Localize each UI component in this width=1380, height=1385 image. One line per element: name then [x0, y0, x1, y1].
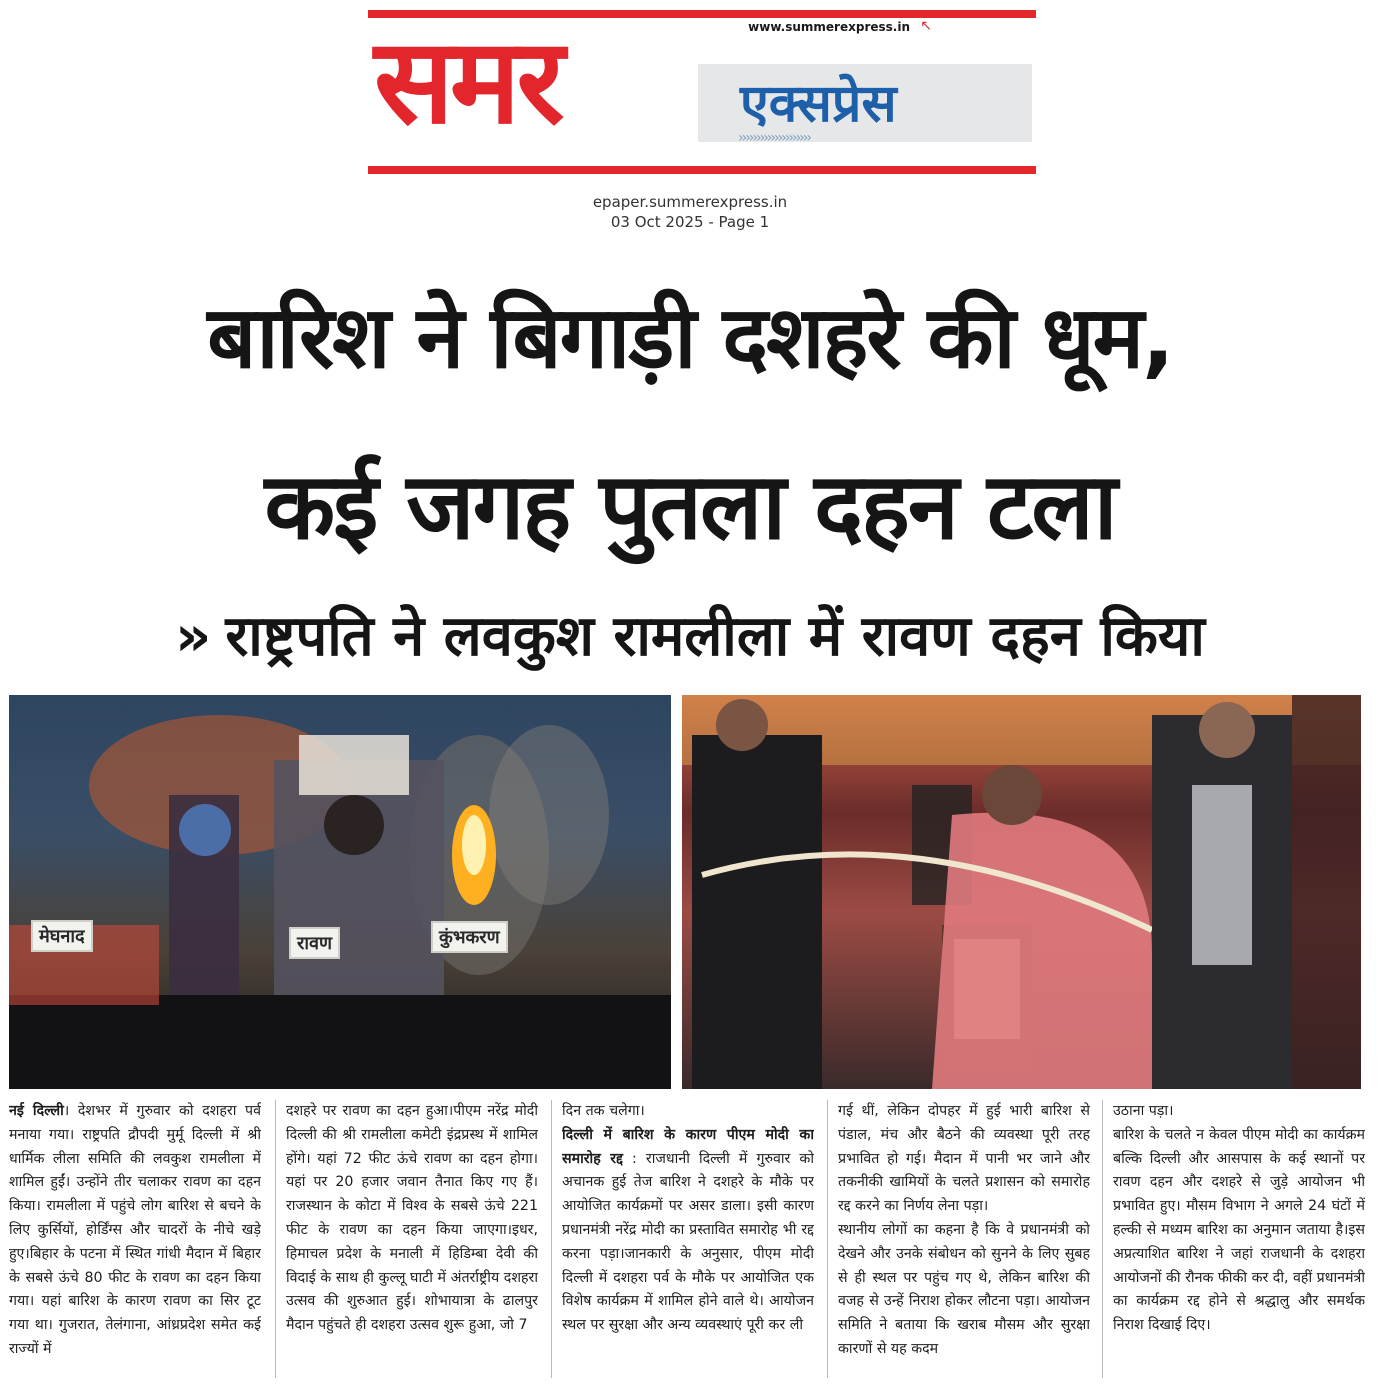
brand-name-red: समर — [374, 12, 561, 150]
article-col3-subhead: दिल्ली में बारिश के कारण पीएम मोदी का समारोह रद्द — [562, 1126, 814, 1167]
edition-site[interactable]: epaper.summerexpress.in — [592, 193, 788, 211]
edition-date-page: 03 Oct 2025 - Page 1 — [610, 213, 770, 231]
edition-info — [0, 192, 1380, 232]
banner-ravan: रावण — [289, 927, 340, 959]
brand-name-blue: एक्सप्रेस — [740, 74, 897, 134]
article-column-4 — [838, 1100, 1090, 1382]
article-col3-lead: दिन तक चलेगा। — [562, 1103, 645, 1119]
article-column-5 — [1113, 1100, 1365, 1382]
effigy-scene-illustration — [9, 695, 671, 1089]
masthead-logo — [368, 10, 1036, 174]
headline-line-1: बारिश ने बिगाड़ी दशहरे की धूम, — [207, 288, 1173, 388]
ceremony-scene-illustration — [682, 695, 1361, 1089]
article-column-3 — [562, 1100, 814, 1382]
cursor-arrow-icon: ↖ — [920, 18, 932, 34]
article-col4-para-2: स्थानीय लोगों का कहना है कि वे प्रधानमंत्री को देखने और उनके संबोधन को सुनने के लिए सुबह से ही स्थल पर पहुंच गए थे, लेकिन बारिश की वजह से उन्हें निराश होकर लौटना पड़ा। आयोजन समिति ने बताया कि खराब मौसम और सुरक्षा कारणों से यह कदम — [838, 1221, 1090, 1357]
column-divider — [275, 1100, 276, 1378]
masthead-url[interactable]: www.summerexpress.in — [748, 20, 910, 34]
chevron-strip-icon: ›››››››››››››››››››› — [738, 130, 810, 146]
photo-president-ramlila — [682, 695, 1361, 1089]
double-chevron-icon: » — [175, 604, 212, 669]
column-divider — [827, 1100, 828, 1378]
article-col5-para-2: बारिश के चलते न केवल पीएम मोदी का कार्यक्रम बल्कि दिल्ली और आसपास के कई स्थानों पर रावण दहन और दशहरे से जुड़े आयोजन भी प्रभावित हुए। मौसम विभाग ने अगले 24 घंटों में हल्की से मध्यम बारिश का अनुमान जताया है।इस अप्रत्याशित बारिश ने जहां राजधानी के दशहरा आयोजनों की रौनक फीकी कर दी, वहीं प्रधानमंत्री का कार्यक्रम रद्द होने से श्रद्धालु और समर्थक निराश दिखाई दिए। — [1113, 1126, 1365, 1334]
article-col2-text: दशहरे पर रावण का दहन हुआ।पीएम नरेंद्र मोदी दिल्ली की श्री रामलीला कमेटी इंद्रप्रस्थ में शामिल होंगे। यहां 72 फीट ऊंचे रावण का दहन होगा। यहां पर 20 हजार जवान तैनात किए गए हैं। राजस्थान के कोटा में विश्व के सबसे ऊंचे 221 फीट के रावण का दहन किया जाएगा।इधर, हिमाचल प्रदेश के मनाली में हिडिम्बा देवी की विदाई के साथ ही कुल्लू घाटी में अंतर्राष्ट्रीय दशहरा उत्सव की शुरुआत हुई। शोभायात्रा के ढालपुर मैदान पहुंचते ही दशहरा उत्सव शुरू हुआ, जो 7 — [286, 1103, 538, 1334]
article-col4-para-1: गई थीं, लेकिन दोपहर में हुई भारी बारिश से पंडाल, मंच और बैठने की व्यवस्था पूरी तरह प्रभावित हो गई। मैदान में पानी भर जाने और तकनीकी खामियों के चलते प्रशासन को समारोह रद्द करने का निर्णय लेना पड़ा। — [838, 1103, 1090, 1215]
article-column-2 — [286, 1100, 538, 1382]
banner-kumbhkaran: कुंभकरण — [431, 921, 508, 953]
photo-ravana-dahan — [9, 695, 671, 1089]
article-col5-para-1: उठाना पड़ा। — [1113, 1103, 1174, 1119]
article-col1-text: । देशभर में गुरुवार को दशहरा पर्व मनाया गया। राष्ट्रपति द्रौपदी मुर्मू दिल्ली में श्री धार्मिक लीला समिति की लवकुश रामलीला में शामिल हुईं। उन्होंने तीर चलाकर रावण का दहन किया। रामलीला में पहुंचे लोग बारिश से बचने के लिए कुर्सियों, होर्डिंग्स और चादरों के नीचे खड़े हुए।बिहार के पटना में स्थित गांधी मैदान में बिहार के सबसे ऊंचे 80 फीट के रावण का दहन किया गया। यहां बारिश के कारण रावण का सिर टूट गया था। गुजरात, तेलंगाना, आंध्रप्रदेश समेत कई राज्यों में — [9, 1103, 261, 1357]
article-dateline: नई दिल्ली — [9, 1103, 64, 1119]
headline-line-2: कई जगह पुतला दहन टला — [264, 453, 1116, 560]
subheadline — [0, 596, 1380, 672]
subheadline-text: राष्ट्रपति ने लवकुश रामलीला में रावण दहन किया — [225, 604, 1205, 669]
article-column-1 — [9, 1100, 261, 1382]
banner-meghnad: मेघनाद — [31, 920, 93, 952]
article-col3-text: : राजधानी दिल्ली में गुरुवार को अचानक हुई तेज बारिश ने दशहरे के मौके पर आयोजित कार्यक्रमों पर असर डाला। इसी कारण प्रधानमंत्री नरेंद्र मोदी का प्रस्तावित समारोह भी रद्द करना पड़ा।जानकारी के अनुसार, पीएम मोदी दिल्ली में दशहरा पर्व के मौके पर आयोजित एक विशेष कार्यक्रम में शामिल होने वाले थे। आयोजन स्थल पर सुरक्षा और अन्य व्यवस्थाएं पूरी कर ली — [562, 1150, 814, 1334]
column-divider — [551, 1100, 552, 1378]
column-divider — [1102, 1100, 1103, 1378]
